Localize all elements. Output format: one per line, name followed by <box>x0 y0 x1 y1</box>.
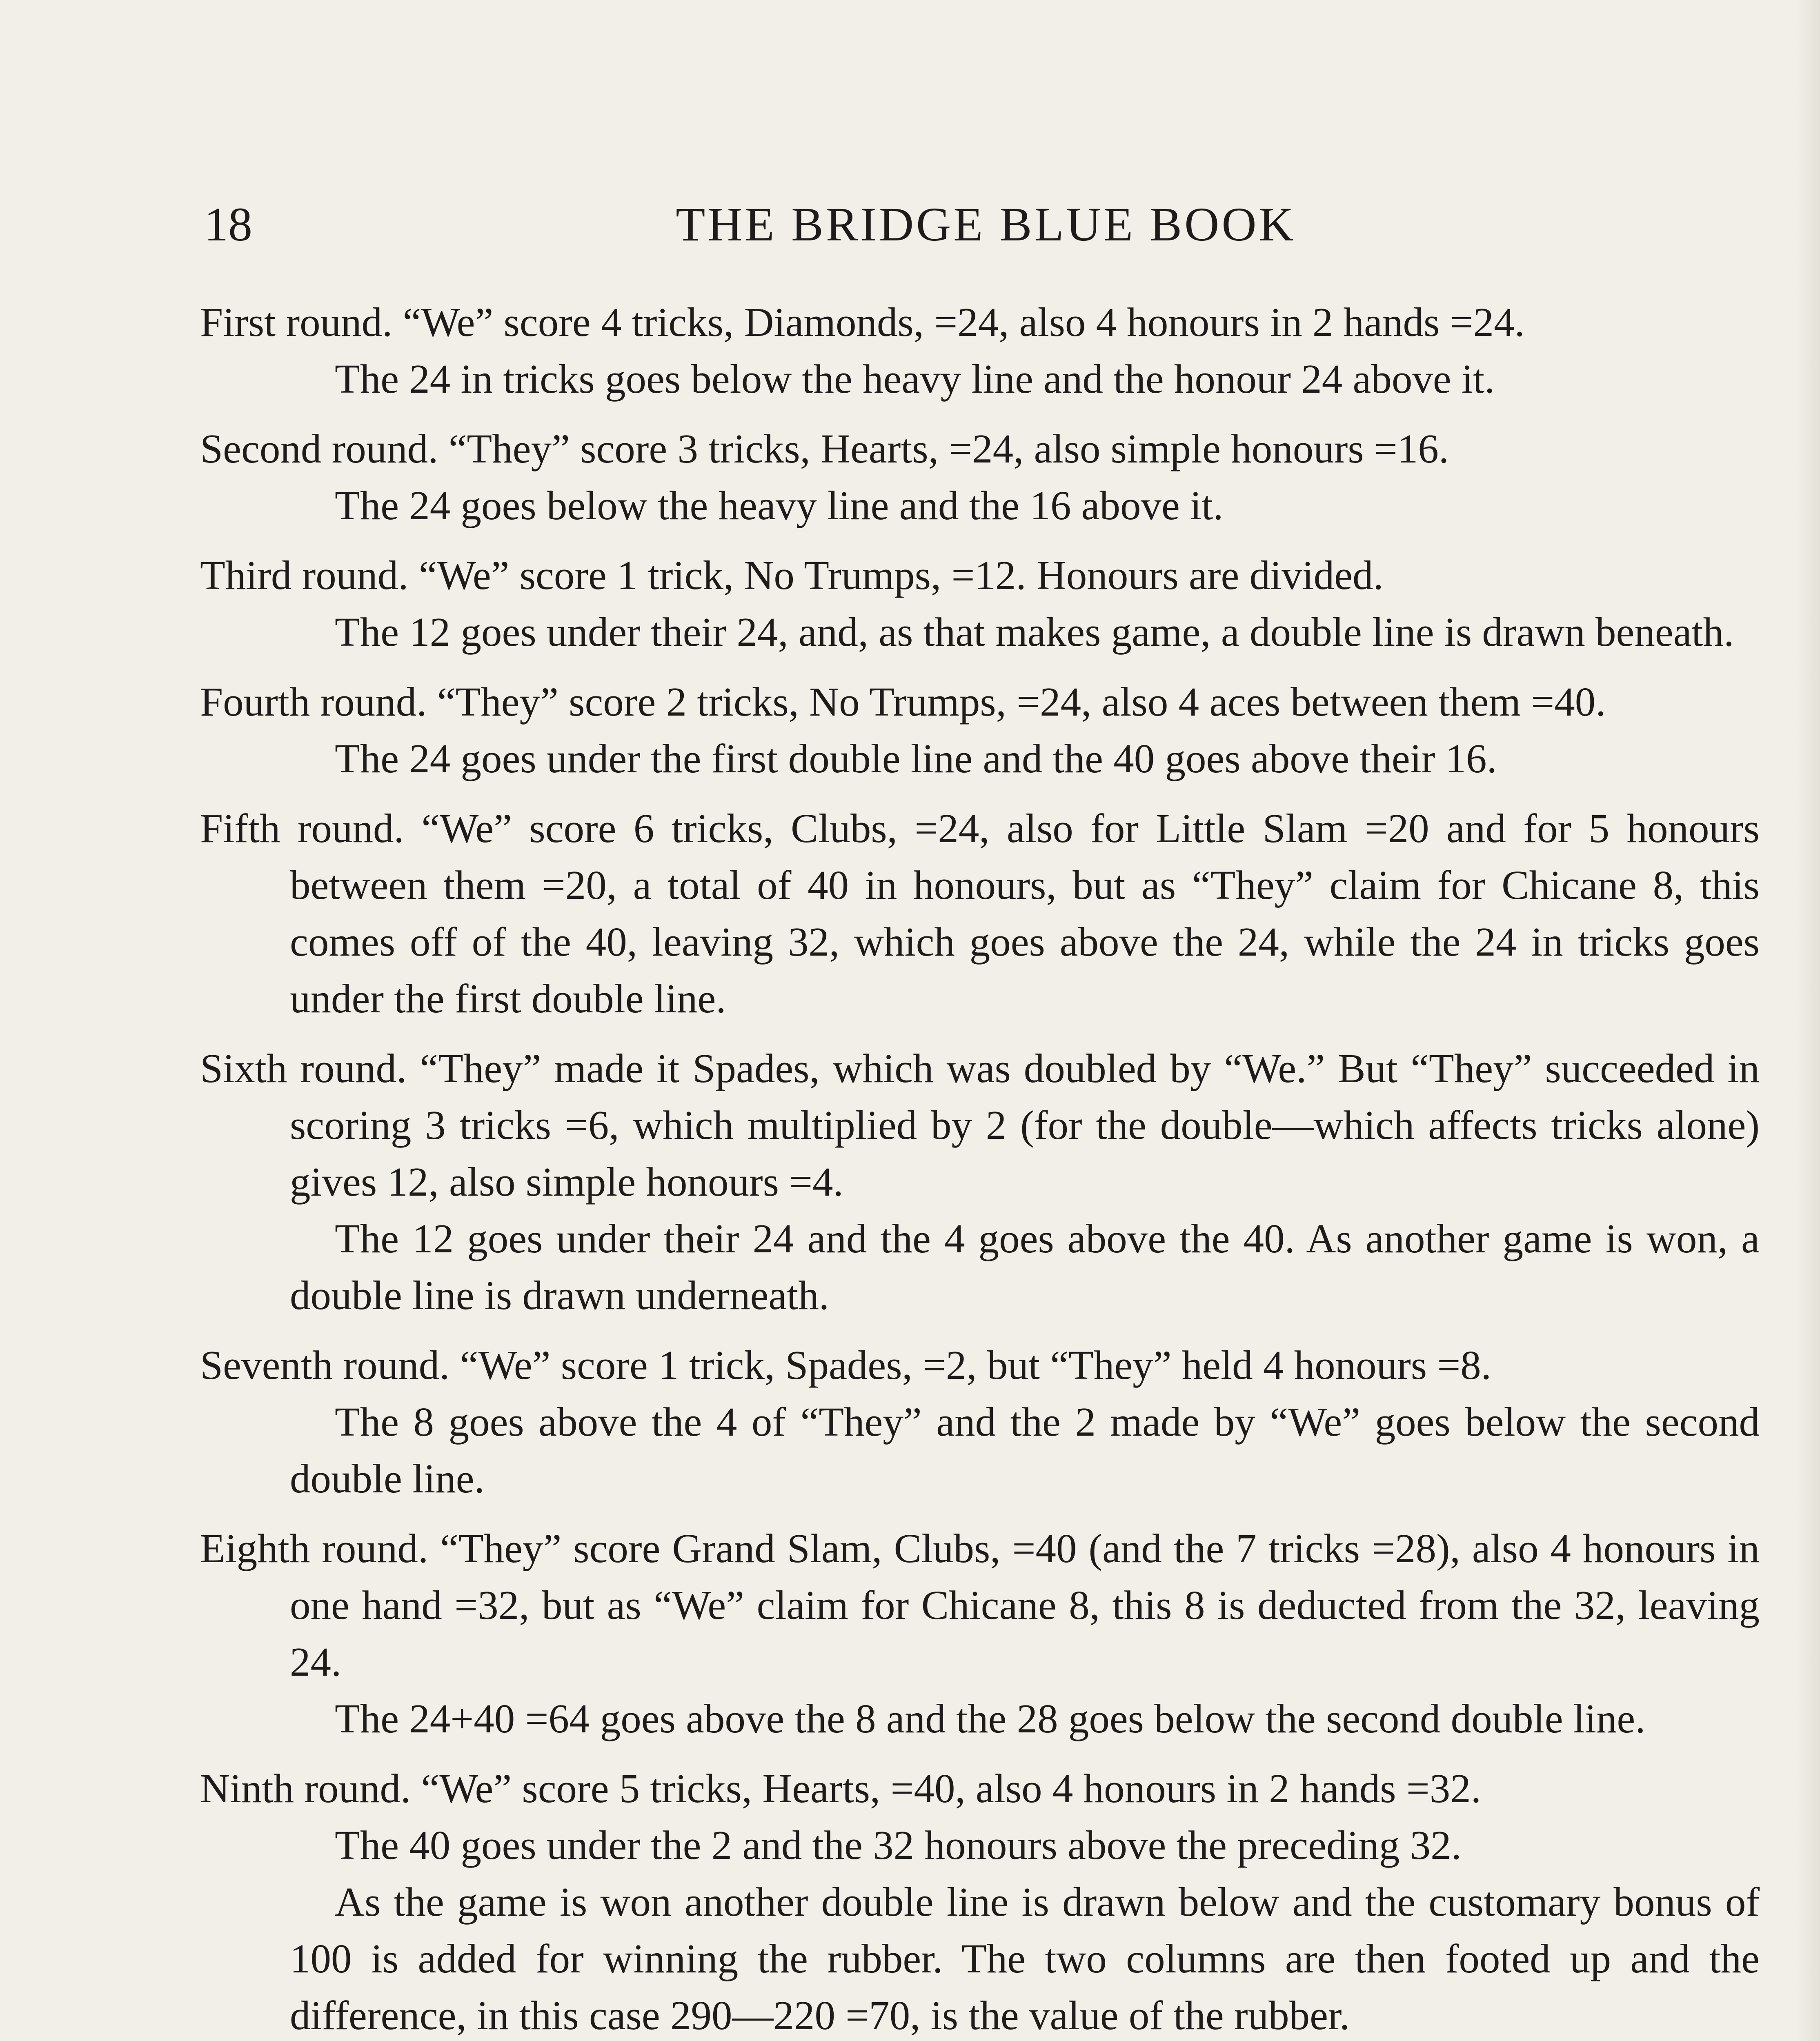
round-text: Fifth round. “We” score 6 tricks, Clubs, =24, also for Little Slam =20 and for 5 honours between them =20, a total of 40 in honours, but as “They” claim for Chicane 8, this comes off of the 40, leaving 32, which goes above the 24, while the 24 in tricks goes under the first double line. <box>200 805 1760 1021</box>
round-text: Eighth round. “They” score Grand Slam, Clubs, =40 (and the 7 tricks =28), also 4 honours in one hand =32, but as “We” claim for Chicane 8, this 8 is deducted from the 32, leaving 24. <box>200 1525 1760 1685</box>
page-body <box>200 294 1760 2041</box>
round-note: As the game is won another double line is drawn below and the customary bonus of 100 is added for winning the rubber. The two columns are then footed up and the difference, in this case 290—220 =70, is the value of the rubber. <box>290 1879 1760 2038</box>
round-text: Fourth round. “They” score 2 tricks, No Trumps, =24, also 4 aces between them =40. <box>200 679 1606 725</box>
round-note: The 12 goes under their 24, and, as that makes game, a double line is drawn beneath. <box>335 609 1734 655</box>
round-text: Ninth round. “We” score 5 tricks, Hearts, =40, also 4 honours in 2 hands =32. <box>200 1765 1482 1811</box>
running-title: THE BRIDGE BLUE BOOK <box>676 198 1296 251</box>
round-text: Third round. “We” score 1 trick, No Trumps, =12. Honours are divided. <box>200 552 1384 598</box>
round-ninth <box>200 1760 1760 2041</box>
round-fifth <box>200 800 1760 1027</box>
page-header <box>204 192 1768 257</box>
round-seventh <box>200 1337 1760 1507</box>
round-note: The 8 goes above the 4 of “They” and the 2 made by “We” goes below the second double line. <box>290 1399 1760 1501</box>
round-first <box>200 294 1760 407</box>
round-note: The 24 goes under the first double line and the 40 goes above their 16. <box>335 736 1497 781</box>
round-note: The 24+40 =64 goes above the 8 and the 28 goes below the second double line. <box>335 1696 1646 1741</box>
round-text: Seventh round. “We” score 1 trick, Spades, =2, but “They” held 4 honours =8. <box>200 1342 1492 1388</box>
round-note: The 24 in tricks goes below the heavy line and the honour 24 above it. <box>335 356 1495 402</box>
round-note: The 12 goes under their 24 and the 4 goes above the 40. As another game is won, a double line is drawn underneath. <box>290 1216 1760 1318</box>
round-note: The 40 goes under the 2 and the 32 honours above the preceding 32. <box>335 1822 1462 1868</box>
round-second <box>200 420 1760 534</box>
round-fourth <box>200 674 1760 787</box>
round-third <box>200 547 1760 660</box>
round-text: First round. “We” score 4 tricks, Diamonds, =24, also 4 honours in 2 hands =24. <box>200 299 1525 345</box>
round-note: The 24 goes below the heavy line and the 16 above it. <box>335 482 1224 528</box>
round-sixth <box>200 1040 1760 1324</box>
round-text: Sixth round. “They” made it Spades, which was doubled by “We.” But “They” succeeded in scoring 3 tricks =6, which multiplied by 2 (for the double—which affects tricks alone) gives 12, also simple honours =4. <box>200 1045 1760 1205</box>
page-number: 18 <box>204 198 252 251</box>
page-edge-shadow <box>1796 0 1820 2041</box>
round-eighth <box>200 1520 1760 1747</box>
round-text: Second round. “They” score 3 tricks, Hearts, =24, also simple honours =16. <box>200 426 1449 471</box>
